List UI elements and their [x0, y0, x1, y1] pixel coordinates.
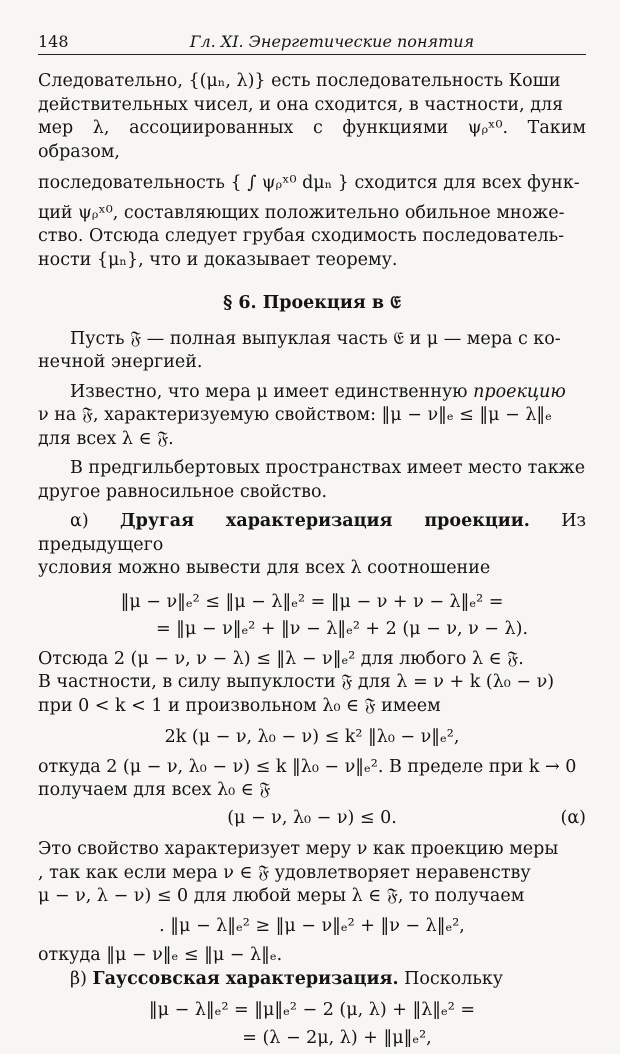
section-heading: § 6. Проекция в 𝔈	[223, 293, 401, 313]
equation-line: 2k (μ − ν, λ₀ − ν) ≤ k² ‖λ₀ − ν‖ₑ²,	[164, 727, 460, 747]
page-body	[38, 70, 586, 1054]
text-line: Следовательно, {(μₙ, λ)} есть последовательность Коши	[38, 71, 561, 91]
paragraph-alpha	[38, 510, 586, 581]
text-line: мер λ, ассоциированных с функциями ψᵨˣ⁰. Таким образом,	[38, 118, 586, 162]
text-line	[38, 510, 586, 557]
text-span: Из предыдущего	[38, 511, 587, 555]
text-line: μ − ν, λ − ν) ≤ 0 для любой меры λ ∈ 𝔉, то получаем	[38, 886, 525, 906]
equation-text: (μ − ν, λ₀ − ν) ≤ 0.	[227, 807, 397, 828]
equation-alpha	[38, 807, 586, 831]
text-line: ций ψᵨˣ⁰, составляющих положительно обильное множе-	[38, 202, 565, 223]
paragraph-projection	[38, 381, 586, 452]
text-line: для всех λ ∈ 𝔉.	[38, 428, 174, 449]
paragraph-beta	[38, 968, 586, 992]
paragraph-characterization	[38, 838, 586, 909]
text-line: , так как если мера ν ∈ 𝔉 удовлетворяет неравенству	[38, 862, 531, 883]
text-line: откуда ‖μ − ν‖ₑ ≤ ‖μ − λ‖ₑ.	[38, 945, 283, 965]
emphasis-projection: проекцию	[473, 381, 566, 402]
text-line: Это свойство характеризует меру ν как проекцию меры	[38, 839, 559, 859]
paragraph-consequence	[38, 648, 586, 719]
equation-line: . ‖μ − λ‖ₑ² ≥ ‖μ − ν‖ₑ² + ‖ν − λ‖ₑ²,	[159, 915, 465, 936]
text-line: условия можно вывести для всех λ соотношение	[38, 558, 491, 578]
paragraph-definition	[38, 328, 586, 375]
chapter-title: Гл. XI. Энергетические понятия	[189, 32, 475, 51]
paragraph-prehilbert	[38, 457, 586, 504]
page-number: 148	[38, 32, 69, 51]
equation-line: ‖μ − ν‖ₑ² ≤ ‖μ − λ‖ₑ² = ‖μ − ν + ν − λ‖ₑ² =	[120, 591, 504, 612]
paragraph-whence	[38, 944, 586, 968]
item-label: α)	[70, 511, 121, 531]
text-line: В предгильбертовых пространствах имеет место также	[70, 458, 586, 478]
equation-line: = ‖μ − ν‖ₑ² + ‖ν − λ‖ₑ² + 2 (μ − ν, ν − λ).	[155, 619, 529, 639]
equation-line: ‖μ − λ‖ₑ² = ‖μ‖ₑ² − 2 (μ, λ) + ‖λ‖ₑ² =	[148, 1000, 476, 1020]
bold-heading: Гауссовская характеризация.	[92, 968, 399, 989]
text-line: последовательность { ∫ ψᵨˣ⁰ dμₙ } сходится для всех функ-	[38, 173, 580, 193]
text-line: другое равносильное свойство.	[38, 481, 328, 502]
text-span: Известно, что мера μ имеет единственную	[70, 381, 474, 402]
bold-heading: Другая характеризация проекции.	[120, 511, 530, 531]
text-line: Пусть 𝔉 — полная выпуклая часть 𝔈 и μ — мера с ко-	[70, 328, 561, 349]
equation-line: = (λ − 2μ, λ) + ‖μ‖ₑ²,	[242, 1027, 432, 1048]
paragraph-limit	[38, 756, 586, 803]
equation-number: (α)	[560, 807, 586, 828]
text-line: действительных чисел, и она сходится, в частности, для	[38, 94, 564, 115]
text-line: В частности, в силу выпуклости 𝔉 для λ = ν + k (λ₀ − ν)	[38, 672, 555, 692]
text-line	[38, 968, 586, 992]
text-line: ство. Отсюда следует грубая сходимость последователь-	[38, 226, 565, 246]
text-line: нечной энергией.	[38, 352, 203, 372]
text-line	[38, 381, 586, 405]
running-header	[38, 30, 586, 55]
text-span: Поскольку	[398, 968, 504, 989]
text-line: ности {μₙ}, что и доказывает теорему.	[38, 249, 398, 270]
text-line: Отсюда 2 (μ − ν, ν − λ) ≤ ‖λ − ν‖ₑ² для любого λ ∈ 𝔉.	[38, 648, 524, 669]
text-line: при 0 < k < 1 и произвольном λ₀ ∈ 𝔉 имеем	[38, 695, 441, 716]
paragraph-proof-end	[38, 70, 586, 272]
text-line: получаем для всех λ₀ ∈ 𝔉	[38, 780, 271, 800]
item-label: β)	[70, 968, 93, 989]
text-line: ν на 𝔉, характеризуемую свойством: ‖μ − ν‖ₑ ≤ ‖μ − λ‖ₑ	[38, 405, 552, 425]
text-line: откуда 2 (μ − ν, λ₀ − ν) ≤ k ‖λ₀ − ν‖ₑ². В пределе при k → 0	[38, 756, 577, 777]
